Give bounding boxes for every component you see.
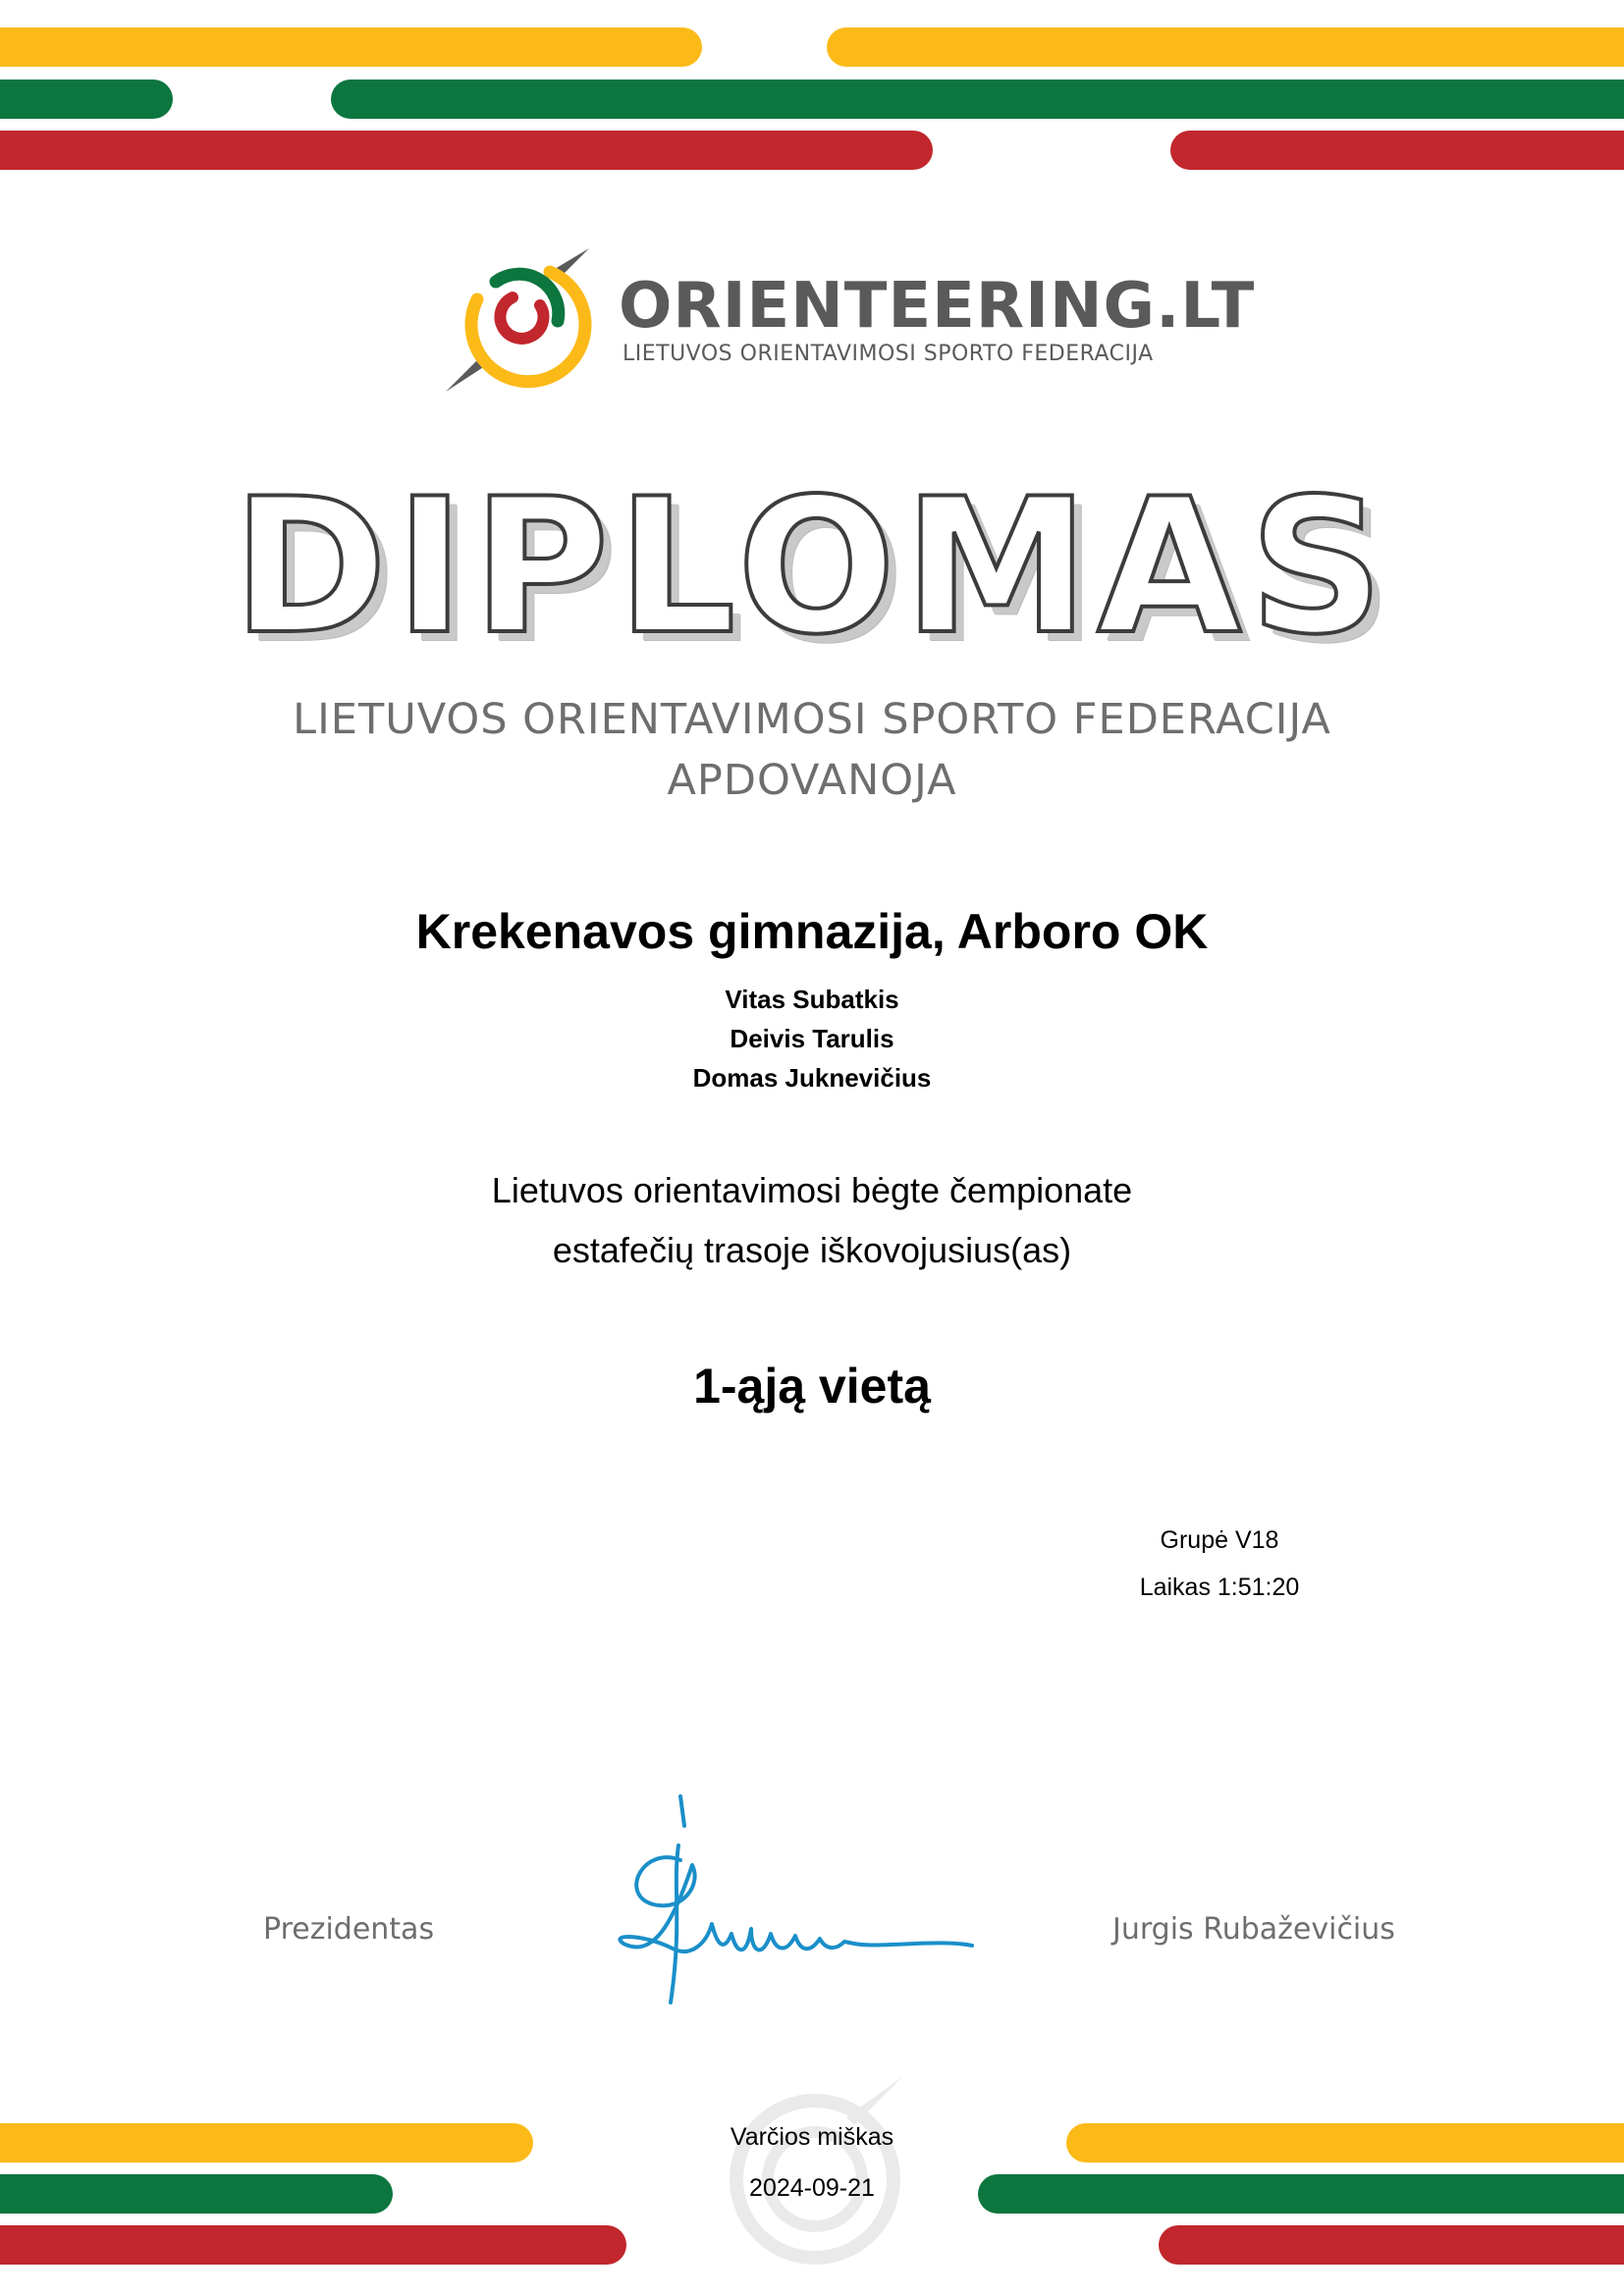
president-signature: [614, 1787, 987, 2012]
awarding-federation: LIETUVOS ORIENTAVIMOSI SPORTO FEDERACIJA: [293, 695, 1331, 744]
team-member: Vitas Subatkis: [725, 985, 899, 1014]
top-stripe-red-right: [1170, 131, 1624, 170]
top-stripe-red-left: [0, 131, 933, 170]
time-label: Laikas 1:51:20: [1139, 1574, 1300, 1601]
logo-title: ORIENTEERING.LT: [619, 270, 1256, 343]
compass-rings-icon: [442, 240, 599, 398]
event-description-line2: estafečių trasoje iškovojusius(as): [552, 1230, 1072, 1270]
signatory-role: Prezidentas: [263, 1912, 435, 1947]
top-stripe-yellow-right: [827, 27, 1624, 67]
diploma-title: DIPLOMAS: [232, 458, 1392, 675]
team-name: Krekenavos gimnazija, Arboro OK: [415, 904, 1209, 959]
event-date: 2024-09-21: [749, 2174, 875, 2202]
logo-subtitle: LIETUVOS ORIENTAVIMOSI SPORTO FEDERACIJA: [623, 342, 1154, 366]
event-description-line1: Lietuvos orientavimosi bėgte čempionate: [491, 1170, 1133, 1210]
event-location: Varčios miškas: [730, 2123, 894, 2151]
group-label: Grupė V18: [1160, 1526, 1279, 1554]
signatory-name: Jurgis Rubaževičius: [1112, 1912, 1395, 1947]
bottom-stripe-red-right: [1159, 2225, 1624, 2265]
top-stripe-green-right: [331, 80, 1624, 119]
top-stripe-green-left: [0, 80, 173, 119]
top-stripe-yellow-left: [0, 27, 702, 67]
awards-label: APDOVANOJA: [667, 756, 957, 805]
bottom-stripe-red-left: [0, 2225, 626, 2265]
team-member: Domas Juknevičius: [692, 1063, 932, 1093]
federation-logo: [442, 240, 1256, 398]
team-member: Deivis Tarulis: [730, 1024, 894, 1053]
place-awarded: 1-ąją vietą: [693, 1359, 931, 1414]
